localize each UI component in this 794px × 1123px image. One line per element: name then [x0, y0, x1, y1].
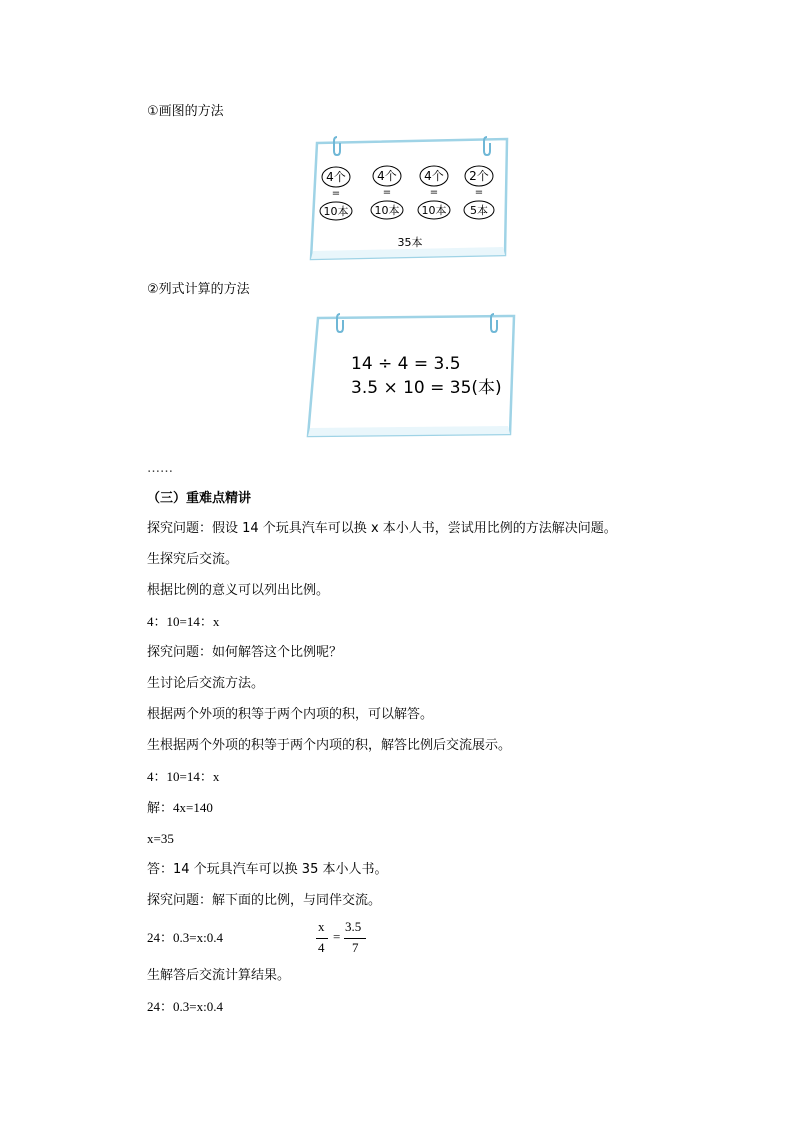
text-line: 探究问题：假设 14 个玩具汽车可以换 x 本小人书，尝试用比例的方法解决问题。	[147, 521, 617, 536]
text-line: 根据两个外项的积等于两个内项的积，可以解答。	[147, 707, 434, 722]
fraction-bar	[344, 938, 366, 939]
heading-calculation-method: ②列式计算的方法	[147, 282, 250, 297]
equals-sign: =	[474, 187, 484, 198]
proportion-line: 4：10=14：x	[147, 614, 220, 629]
fraction-right-denominator: 7	[352, 940, 359, 955]
fraction-right-numerator: 3.5	[345, 919, 362, 934]
group-bottom-label: 10本	[374, 204, 400, 217]
calculation-method-card	[304, 310, 518, 440]
calc-line-1: 14 ÷ 4 = 3.5	[351, 354, 461, 374]
group-bottom-label: 10本	[323, 205, 349, 218]
text-line: 探究问题：如何解答这个比例呢？	[147, 645, 343, 660]
proportion-line: 24：0.3=x:0.4	[147, 999, 223, 1014]
group-bottom-label: 5本	[470, 204, 488, 217]
answer-line: 答：14 个玩具汽车可以换 35 本小人书。	[147, 862, 388, 877]
fraction-left-denominator: 4	[318, 940, 325, 955]
drawing-method-card	[307, 133, 513, 261]
proportion-line: 4：10=14：x	[147, 769, 220, 784]
group-top-label: 2个	[469, 169, 489, 183]
equals-sign: =	[429, 187, 439, 198]
ellipsis: ……	[147, 461, 173, 476]
heading-drawing-method: ①画图的方法	[147, 104, 224, 119]
fraction-bar	[316, 938, 328, 939]
text-line: 根据比例的意义可以列出比例。	[147, 583, 330, 598]
fraction-left-numerator: x	[318, 919, 325, 934]
group-bottom-label: 10本	[421, 204, 447, 217]
fraction-equals: =	[333, 929, 341, 944]
total-label: 35本	[397, 236, 423, 249]
group-top-label: 4个	[377, 169, 397, 183]
equals-sign: =	[382, 187, 392, 198]
text-line: 生解答后交流计算结果。	[147, 968, 291, 983]
section-title: （三）重难点精讲	[147, 491, 252, 506]
calc-line-2: 3.5 × 10 = 35(本)	[351, 378, 502, 398]
text-line: 生根据两个外项的积等于两个内项的积，解答比例后交流展示。	[147, 738, 512, 753]
text-line: 探究问题：解下面的比例，与同伴交流。	[147, 893, 382, 908]
group-top-label: 4个	[424, 169, 444, 183]
solution-line: 解：4x=140	[147, 800, 213, 815]
proportion-line: 24：0.3=x:0.4	[147, 930, 223, 945]
solution-line: x=35	[147, 831, 174, 846]
equals-sign: =	[331, 188, 341, 199]
text-line: 生探究后交流。	[147, 552, 239, 567]
text-line: 生讨论后交流方法。	[147, 676, 265, 691]
group-top-label: 4个	[326, 170, 346, 184]
